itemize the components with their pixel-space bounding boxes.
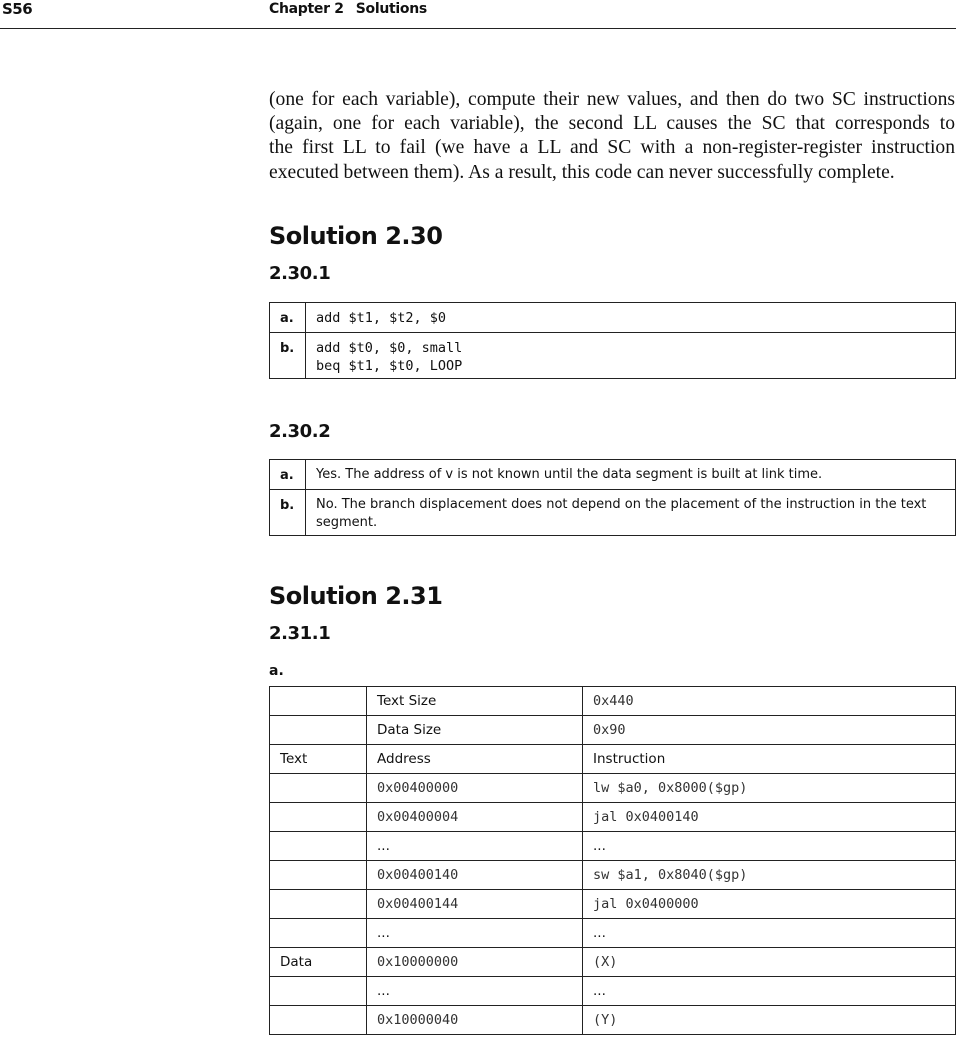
code-line: beq $t1, $t0, LOOP — [316, 358, 463, 374]
row-label: b. — [270, 333, 306, 379]
answer-cell — [306, 460, 956, 490]
table-cell: Instruction — [583, 745, 956, 774]
table-cell — [270, 716, 367, 745]
row-label: a. — [270, 460, 306, 490]
paragraph-line: executed between them). As a result, this code can never successfully complete. — [269, 161, 895, 183]
row-label: a. — [270, 303, 306, 333]
table-cell: jal 0x0400140 — [583, 803, 956, 832]
table-cell: Data — [270, 948, 367, 977]
table-cell: ... — [367, 832, 583, 861]
table-2-30-2 — [269, 459, 956, 536]
table-cell: ... — [583, 977, 956, 1006]
table-cell: 0x00400000 — [367, 774, 583, 803]
table-cell — [270, 861, 367, 890]
table-cell: sw $a1, 0x8040($gp) — [583, 861, 956, 890]
table-cell: 0x440 — [583, 687, 956, 716]
answer-cell — [306, 490, 956, 536]
table-row — [270, 832, 956, 861]
section-label: Solutions — [355, 1, 427, 17]
answer-lead: No. — [316, 497, 338, 512]
table-cell: ... — [367, 919, 583, 948]
heading-2-30-2: 2.30.2 — [269, 421, 331, 442]
table-row — [270, 716, 956, 745]
heading-2-31-1: 2.31.1 — [269, 623, 331, 644]
table-cell: (X) — [583, 948, 956, 977]
table-cell — [270, 977, 367, 1006]
table-cell: 0x00400004 — [367, 803, 583, 832]
table-cell: Address — [367, 745, 583, 774]
table-cell: 0x00400140 — [367, 861, 583, 890]
table-row — [270, 774, 956, 803]
heading-2-30-1: 2.30.1 — [269, 263, 331, 284]
table-row — [270, 303, 956, 333]
table-row — [270, 803, 956, 832]
table-row — [270, 890, 956, 919]
intro-paragraph — [269, 88, 955, 185]
table-row — [270, 919, 956, 948]
table-cell — [270, 803, 367, 832]
table-cell — [270, 687, 367, 716]
table-cell — [270, 919, 367, 948]
table-cell: 0x00400144 — [367, 890, 583, 919]
running-head — [269, 1, 427, 17]
page-header — [0, 0, 956, 29]
table-cell: Data Size — [367, 716, 583, 745]
table-cell: ... — [583, 919, 956, 948]
table-row — [270, 490, 956, 536]
table-cell: ... — [367, 977, 583, 1006]
table-row — [270, 977, 956, 1006]
row-label: b. — [270, 490, 306, 536]
table-row — [270, 687, 956, 716]
table-row — [270, 333, 956, 379]
code-line: add $t0, $0, small — [316, 340, 463, 356]
answer-lead: Yes. — [316, 467, 342, 482]
code-cell — [306, 333, 956, 379]
table-cell: jal 0x0400000 — [583, 890, 956, 919]
solution-2-30-title: Solution 2.30 — [269, 222, 443, 250]
table-cell: (Y) — [583, 1006, 956, 1035]
table-row — [270, 948, 956, 977]
sub-label-a: a. — [269, 663, 284, 679]
code-cell — [306, 303, 956, 333]
table-2-30-1 — [269, 302, 956, 379]
page-number: S56 — [2, 0, 33, 18]
paragraph-line: (one for each variable), compute their new values, and then do two SC instructions — [269, 89, 955, 110]
table-cell: 0x10000000 — [367, 948, 583, 977]
table-row — [270, 861, 956, 890]
table-cell: 0x10000040 — [367, 1006, 583, 1035]
table-cell: Text — [270, 745, 367, 774]
table-row — [270, 1006, 956, 1035]
table-row — [270, 460, 956, 490]
table-cell: 0x90 — [583, 716, 956, 745]
answer-text: The address of v is not known until the data segment is built at link time. — [341, 467, 823, 482]
table-row — [270, 745, 956, 774]
paragraph-line: the first LL to fail (we have a LL and SC with a non-register-register instruction — [269, 137, 955, 159]
answer-text: The branch displacement does not depend on the placement of the instruction in the text segment. — [316, 497, 927, 530]
table-cell — [270, 1006, 367, 1035]
table-cell — [270, 774, 367, 803]
chapter-label: Chapter 2 — [269, 1, 344, 17]
table-cell: Text Size — [367, 687, 583, 716]
memory-layout-table — [269, 686, 956, 1035]
table-cell — [270, 832, 367, 861]
table-cell: lw $a0, 0x8000($gp) — [583, 774, 956, 803]
paragraph-line: (again, one for each variable), the second LL causes the SC that corresponds to — [269, 113, 955, 135]
table-cell — [270, 890, 367, 919]
code-line: add $t1, $t2, $0 — [316, 310, 447, 326]
solution-2-31-title: Solution 2.31 — [269, 582, 443, 610]
table-cell: ... — [583, 832, 956, 861]
